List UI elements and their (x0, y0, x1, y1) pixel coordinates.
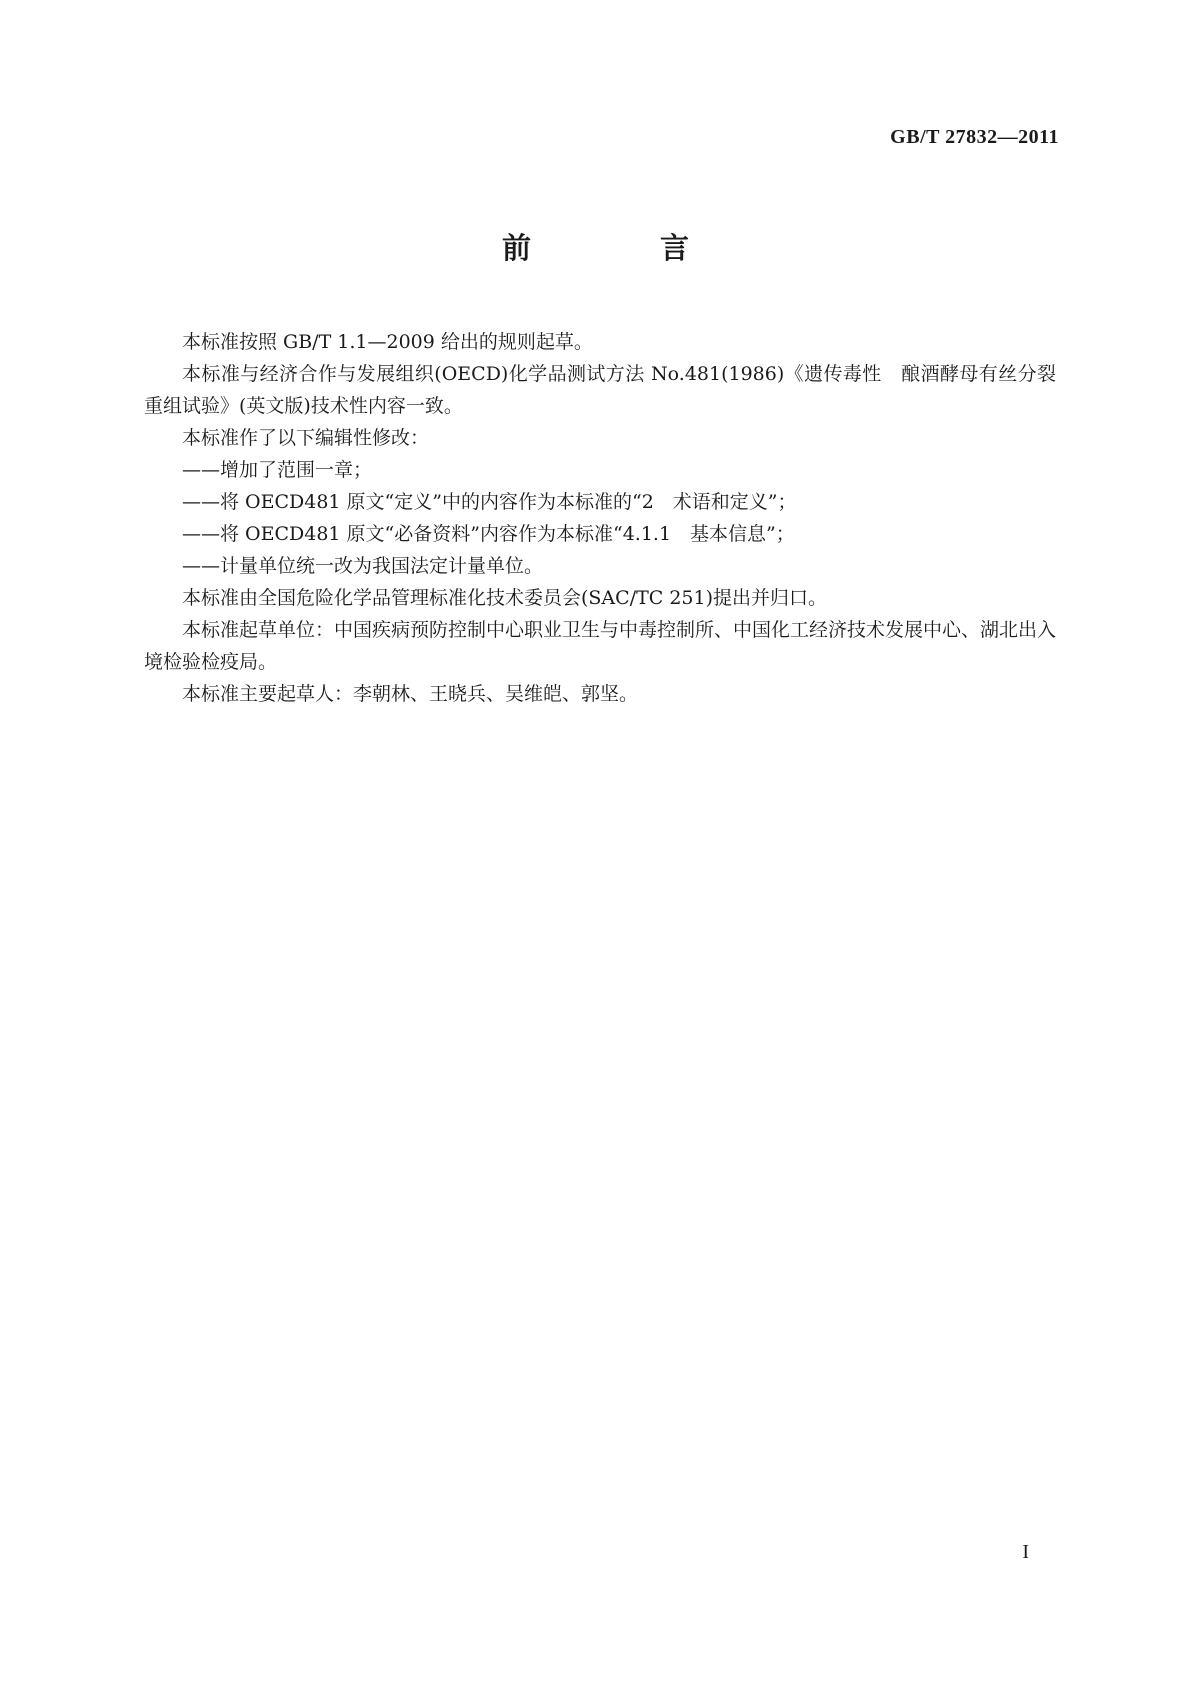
paragraph-drafting-units: 本标准起草单位：中国疾病预防控制中心职业卫生与中毒控制所、中国化工经济技术发展中心、湖北出入境检验检疫局。 (144, 619, 1057, 673)
paragraph-proposer: 本标准由全国危险化学品管理标准化技术委员会(SAC/TC 251)提出并归口。 (182, 587, 828, 609)
page-title: 前 言 (501, 231, 739, 265)
paragraph-drafters: 本标准主要起草人：李朝林、王晓兵、吴维皑、郭坚。 (182, 683, 639, 705)
paragraph-drafting-rules: 本标准按照 GB/T 1.1—2009 给出的规则起草。 (182, 331, 593, 353)
list-item-definitions: ——将 OECD481 原文“定义”中的内容作为本标准的“2 术语和定义”； (182, 491, 797, 513)
paragraph-oecd-consistency: 本标准与经济合作与发展组织(OECD)化学品测试方法 No.481(1986)《遗传毒性 酿酒酵母有丝分裂重组试验》(英文版)技术性内容一致。 (144, 363, 1056, 417)
list-item-basic-info: ——将 OECD481 原文“必备资料”内容作为本标准“4.1.1 基本信息”； (182, 523, 795, 545)
page-number: I (1022, 1541, 1029, 1563)
paragraph-editorial-changes: 本标准作了以下编辑性修改： (182, 427, 430, 449)
standard-code: GB/T 27832—2011 (890, 126, 1059, 148)
list-item-scope: ——增加了范围一章； (182, 459, 373, 481)
list-item-units: ——计量单位统一改为我国法定计量单位。 (182, 555, 544, 577)
foreword-body (144, 326, 1056, 710)
